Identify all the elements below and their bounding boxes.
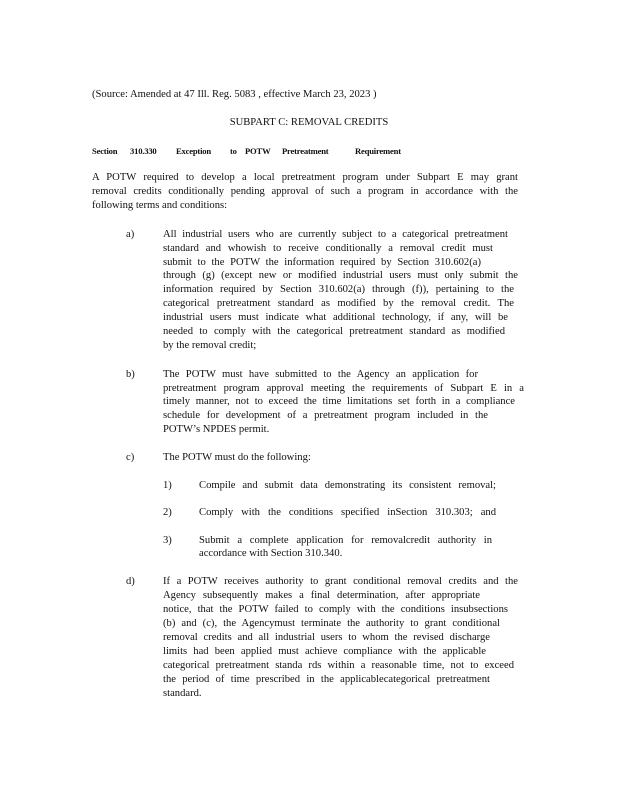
item-line: limits had been applied must achieve compliance with the applicable: [163, 646, 486, 657]
intro-line: following terms and conditions:: [92, 200, 228, 211]
heading-word: POTW: [245, 146, 271, 156]
item-line: submit to the POTW the information required by Section 310.602(a): [163, 257, 481, 268]
heading-word: Exception: [176, 146, 211, 156]
subitem-line: Submit a complete application for removalcredit authority in: [199, 535, 492, 546]
item-line: standard and whowish to receive conditionally a removal credit must: [163, 243, 493, 254]
intro-line: A POTW required to develop a local pretreatment program under Subpart E may grant: [92, 172, 518, 183]
section-number: 310.330: [130, 146, 157, 156]
item-line: removal credits and all industrial users to whom the revised discharge: [163, 632, 490, 643]
item-label: d): [126, 576, 135, 587]
item-line: schedule for development of a pretreatment program included in the: [163, 410, 488, 421]
item-line: The POTW must do the following:: [163, 452, 311, 463]
subitem-label: 1): [163, 480, 172, 491]
item-line: information required by Section 310.602(a) through (f)), pertaining to the: [163, 284, 514, 295]
item-line: through (g) (except new or modified industrial users must only submit the: [163, 270, 518, 281]
item-line: pretreatment program approval meeting the requirements of Subpart E in a: [163, 383, 524, 394]
item-line: If a POTW receives authority to grant conditional removal credits and the: [163, 576, 518, 587]
heading-word: Pretreatment: [282, 146, 329, 156]
item-line: needed to comply with the categorical pretreatment standard as modified: [163, 326, 505, 337]
item-line: All industrial users who are currently subject to a categorical pretreatment: [163, 229, 508, 240]
heading-word: Requirement: [355, 146, 401, 156]
subitem-line: Compile and submit data demonstrating its consistent removal;: [199, 480, 496, 491]
item-line: the period of time prescribed in the applicablecategorical pretreatment: [163, 674, 490, 685]
item-line: Agency subsequently makes a final determination, after appropriate: [163, 590, 480, 601]
item-label: b): [126, 369, 135, 380]
item-line: categorical pretreatment standard as modified by the removal credit. The: [163, 298, 514, 309]
subitem-line: accordance with Section 310.340.: [199, 548, 343, 559]
item-line: by the removal credit;: [163, 340, 257, 351]
item-line: The POTW must have submitted to the Agency an application for: [163, 369, 478, 380]
item-line: POTW’s NPDES permit.: [163, 424, 270, 435]
item-line: standard.: [163, 688, 202, 699]
item-line: (b) and (c), the Agencymust terminate the authority to grant conditional: [163, 618, 500, 629]
item-line: notice, that the POTW failed to comply with the conditions insubsections: [163, 604, 508, 615]
subpart-title: SUBPART C: REMOVAL CREDITS: [229, 117, 389, 128]
item-label: c): [126, 452, 135, 463]
subitem-label: 2): [163, 507, 172, 518]
subitem-label: 3): [163, 535, 172, 546]
section-label: Section: [92, 146, 118, 156]
item-line: timely manner, not to exceed the time limitations set forth in a compliance: [163, 396, 515, 407]
item-label: a): [126, 229, 135, 240]
subitem-line: Comply with the conditions specified inSection 310.303; and: [199, 507, 496, 518]
heading-word: to: [230, 146, 237, 156]
item-line: categorical pretreatment standa rds within a reasonable time, not to exceed: [163, 660, 514, 671]
item-line: industrial users must indicate what additional technology, if any, will be: [163, 312, 508, 323]
source-note: (Source: Amended at 47 Ill. Reg. 5083 , effective March 23, 2023 ): [92, 89, 377, 100]
intro-line: removal credits conditionally pending approval of such a program in accordance with the: [92, 186, 518, 197]
